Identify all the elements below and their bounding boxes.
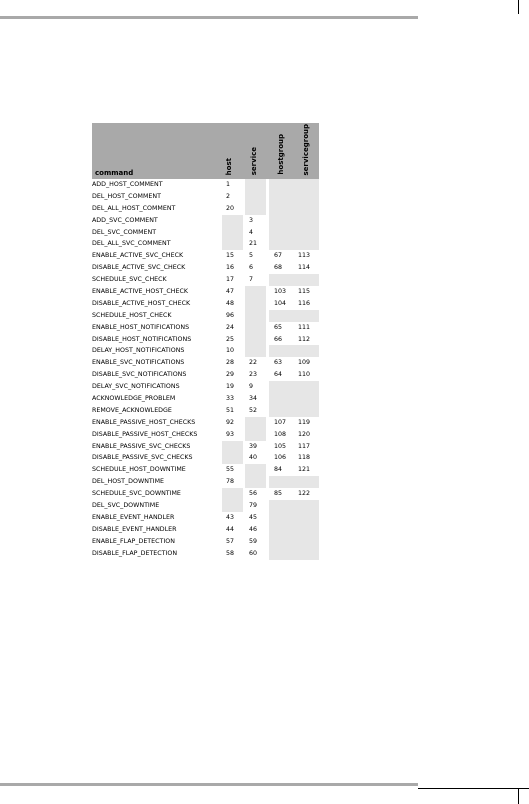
cell-hostgroup [269, 381, 294, 393]
cell-servicegroup [294, 536, 319, 548]
cell-servicegroup [294, 548, 319, 560]
cell-servicegroup [294, 274, 319, 286]
table-row [92, 357, 319, 369]
cell-hostgroup [269, 215, 294, 227]
cell-servicegroup [294, 500, 319, 512]
cell-command: ENABLE_FLAP_DETECTION [92, 537, 175, 545]
cell-host: 25 [226, 335, 235, 343]
table-row [92, 227, 319, 239]
cell-hostgroup [269, 548, 294, 560]
top-edge-line [518, 0, 519, 14]
cell-command: DEL_SVC_COMMENT [92, 228, 157, 236]
cell-host: 29 [226, 371, 235, 379]
cell-service: 40 [249, 454, 258, 462]
cell-host: 47 [226, 288, 235, 296]
cell-hostgroup [269, 536, 294, 548]
table-row [92, 476, 319, 488]
header-hostgroup: hostgroup [277, 134, 285, 175]
cell-hostgroup: 65 [274, 323, 283, 331]
cell-host [222, 488, 243, 500]
cell-hostgroup [269, 203, 294, 215]
cell-service [245, 334, 266, 346]
cell-host [222, 215, 243, 227]
cell-service: 59 [249, 537, 258, 545]
table-row [92, 238, 319, 250]
table-row [92, 464, 319, 476]
cell-hostgroup: 106 [274, 454, 287, 462]
table-row [92, 250, 319, 262]
cell-servicegroup: 119 [298, 418, 311, 426]
table-row [92, 310, 319, 322]
cell-hostgroup: 103 [274, 288, 287, 296]
cell-service [245, 203, 266, 215]
table-row [92, 334, 319, 346]
cell-command: DISABLE_SVC_NOTIFICATIONS [92, 371, 187, 379]
cell-hostgroup: 107 [274, 418, 287, 426]
cell-service [245, 417, 266, 429]
table-row [92, 452, 319, 464]
cell-command: ENABLE_HOST_NOTIFICATIONS [92, 323, 190, 331]
cell-command: ENABLE_PASSIVE_SVC_CHECKS [92, 442, 191, 450]
cell-command: ENABLE_PASSIVE_HOST_CHECKS [92, 418, 196, 426]
cell-command: ENABLE_ACTIVE_HOST_CHECK [92, 288, 189, 296]
cell-command: DEL_HOST_COMMENT [92, 192, 161, 200]
table-row [92, 524, 319, 536]
cell-servicegroup [294, 512, 319, 524]
cell-servicegroup [294, 345, 319, 357]
cell-host: 24 [226, 323, 235, 331]
cell-servicegroup: 120 [298, 430, 311, 438]
table-row [92, 191, 319, 203]
cell-command: DEL_HOST_DOWNTIME [92, 478, 165, 486]
cell-hostgroup [269, 227, 294, 239]
cell-host: 58 [226, 549, 235, 557]
cell-service [245, 298, 266, 310]
cell-host: 16 [226, 264, 235, 272]
cell-command: SCHEDULE_HOST_DOWNTIME [92, 466, 186, 474]
table-row [92, 500, 319, 512]
table-row [92, 417, 319, 429]
header-service: service [250, 146, 258, 175]
cell-service: 23 [249, 371, 258, 379]
cell-hostgroup [269, 191, 294, 203]
cell-service [245, 179, 266, 191]
cell-host [222, 441, 243, 453]
cell-command: DISABLE_ACTIVE_SVC_CHECK [92, 264, 186, 272]
cell-servicegroup [294, 405, 319, 417]
cell-host: 15 [226, 252, 235, 260]
cell-service: 39 [249, 442, 258, 450]
cell-host [222, 500, 243, 512]
cell-hostgroup: 108 [274, 430, 287, 438]
cell-command: DISABLE_EVENT_HANDLER [92, 525, 177, 533]
cell-servicegroup: 121 [298, 466, 311, 474]
cell-host: 19 [226, 383, 235, 391]
cell-host: 28 [226, 359, 235, 367]
cell-servicegroup [294, 310, 319, 322]
cell-servicegroup: 122 [298, 490, 311, 498]
cell-host: 93 [226, 430, 235, 438]
command-table [92, 123, 319, 560]
table-row [92, 441, 319, 453]
cell-servicegroup: 110 [298, 371, 311, 379]
cell-servicegroup [294, 393, 319, 405]
cell-service: 7 [249, 276, 254, 284]
cell-host: 92 [226, 418, 235, 426]
table-row [92, 381, 319, 393]
cell-hostgroup [269, 512, 294, 524]
cell-command: DEL_ALL_HOST_COMMENT [92, 204, 176, 212]
cell-host: 78 [226, 478, 235, 486]
cell-hostgroup [269, 238, 294, 250]
cell-service: 5 [249, 252, 254, 260]
cell-servicegroup: 113 [298, 252, 311, 260]
bottom-page-rule [0, 783, 418, 786]
table-header [92, 123, 319, 179]
cell-servicegroup [294, 476, 319, 488]
cell-service: 45 [249, 513, 258, 521]
table-row [92, 215, 319, 227]
cell-service [245, 286, 266, 298]
cell-servicegroup [294, 191, 319, 203]
cell-hostgroup [269, 274, 294, 286]
cell-hostgroup [269, 179, 294, 191]
cell-command: ACKNOWLEDGE_PROBLEM [92, 395, 176, 403]
table-body [92, 179, 319, 560]
cell-hostgroup: 64 [274, 371, 283, 379]
table-row [92, 369, 319, 381]
table-row [92, 203, 319, 215]
cell-service [245, 429, 266, 441]
table-row [92, 345, 319, 357]
cell-servicegroup: 111 [298, 323, 311, 331]
cell-command: ENABLE_SVC_NOTIFICATIONS [92, 359, 185, 367]
cell-servicegroup [294, 238, 319, 250]
cell-command: DEL_ALL_SVC_COMMENT [92, 240, 171, 248]
cell-service: 79 [249, 502, 258, 510]
cell-servicegroup [294, 215, 319, 227]
bottom-edge-line [418, 788, 529, 789]
cell-hostgroup: 105 [274, 442, 287, 450]
cell-host: 43 [226, 513, 235, 521]
cell-hostgroup [269, 345, 294, 357]
cell-hostgroup: 63 [274, 359, 283, 367]
cell-command: REMOVE_ACKNOWLEDGE [92, 406, 172, 414]
cell-command: SCHEDULE_HOST_CHECK [92, 311, 172, 319]
header-command: command [95, 169, 134, 177]
cell-hostgroup [269, 405, 294, 417]
cell-hostgroup [269, 393, 294, 405]
cell-service: 9 [249, 383, 254, 391]
table-row [92, 274, 319, 286]
table-row [92, 429, 319, 441]
cell-host: 44 [226, 525, 235, 533]
cell-servicegroup: 115 [298, 288, 311, 296]
top-page-rule [0, 16, 418, 19]
cell-hostgroup: 84 [274, 466, 283, 474]
cell-service: 6 [249, 264, 254, 272]
table-row [92, 488, 319, 500]
cell-servicegroup: 109 [298, 359, 311, 367]
table-row [92, 512, 319, 524]
cell-host [222, 227, 243, 239]
cell-command: ADD_SVC_COMMENT [92, 216, 158, 224]
table-row [92, 536, 319, 548]
cell-service: 21 [249, 240, 258, 248]
cell-service: 60 [249, 549, 258, 557]
cell-command: ENABLE_EVENT_HANDLER [92, 513, 175, 521]
header-host: host [225, 157, 233, 175]
cell-service: 22 [249, 359, 258, 367]
cell-hostgroup [269, 476, 294, 488]
cell-host: 96 [226, 311, 235, 319]
cell-host: 2 [226, 192, 231, 200]
cell-command: ENABLE_ACTIVE_SVC_CHECK [92, 252, 184, 260]
cell-command: SCHEDULE_SVC_DOWNTIME [92, 490, 181, 498]
cell-hostgroup: 67 [274, 252, 283, 260]
cell-servicegroup: 116 [298, 299, 311, 307]
cell-hostgroup: 104 [274, 299, 287, 307]
cell-command: DISABLE_ACTIVE_HOST_CHECK [92, 299, 191, 307]
cell-service [245, 310, 266, 322]
cell-servicegroup [294, 524, 319, 536]
cell-hostgroup: 68 [274, 264, 283, 272]
cell-hostgroup: 66 [274, 335, 283, 343]
cell-command: DELAY_HOST_NOTIFICATIONS [92, 347, 185, 355]
cell-service: 34 [249, 395, 258, 403]
cell-command: DEL_SVC_DOWNTIME [92, 502, 160, 510]
cell-hostgroup: 85 [274, 490, 283, 498]
cell-service: 4 [249, 228, 254, 236]
table-row [92, 548, 319, 560]
cell-host [222, 452, 243, 464]
cell-service [245, 191, 266, 203]
cell-host: 33 [226, 395, 235, 403]
cell-servicegroup: 114 [298, 264, 311, 272]
table-row [92, 179, 319, 191]
cell-host: 10 [226, 347, 235, 355]
cell-command: DELAY_SVC_NOTIFICATIONS [92, 383, 180, 391]
cell-servicegroup: 118 [298, 454, 311, 462]
cell-host: 48 [226, 299, 235, 307]
cell-service: 46 [249, 525, 258, 533]
cell-service [245, 476, 266, 488]
cell-hostgroup [269, 524, 294, 536]
table-row [92, 286, 319, 298]
cell-command: DISABLE_HOST_NOTIFICATIONS [92, 335, 192, 343]
cell-host [222, 238, 243, 250]
cell-host: 20 [226, 204, 235, 212]
cell-service: 56 [249, 490, 258, 498]
cell-host: 1 [226, 181, 231, 188]
cell-command: DISABLE_PASSIVE_HOST_CHECKS [92, 430, 198, 438]
cell-servicegroup [294, 179, 319, 191]
cell-servicegroup: 117 [298, 442, 311, 450]
table-row [92, 298, 319, 310]
cell-hostgroup [269, 310, 294, 322]
table-row [92, 405, 319, 417]
cell-servicegroup: 112 [298, 335, 311, 343]
cell-command: DISABLE_PASSIVE_SVC_CHECKS [92, 454, 193, 462]
table-row [92, 393, 319, 405]
table-row [92, 322, 319, 334]
cell-hostgroup [269, 500, 294, 512]
cell-host: 51 [226, 406, 235, 414]
cell-service [245, 464, 266, 476]
cell-servicegroup [294, 227, 319, 239]
bottom-edge-tick [518, 788, 519, 804]
cell-servicegroup [294, 381, 319, 393]
cell-service [245, 345, 266, 357]
cell-host: 55 [226, 466, 235, 474]
cell-host: 17 [226, 276, 235, 284]
cell-command: ADD_HOST_COMMENT [92, 181, 163, 188]
cell-command: DISABLE_FLAP_DETECTION [92, 549, 178, 557]
cell-service: 3 [249, 216, 254, 224]
cell-service [245, 322, 266, 334]
header-servicegroup: servicegroup [302, 123, 310, 175]
table-row [92, 262, 319, 274]
cell-service: 52 [249, 406, 258, 414]
cell-command: SCHEDULE_SVC_CHECK [92, 276, 167, 284]
cell-servicegroup [294, 203, 319, 215]
cell-host: 57 [226, 537, 235, 545]
